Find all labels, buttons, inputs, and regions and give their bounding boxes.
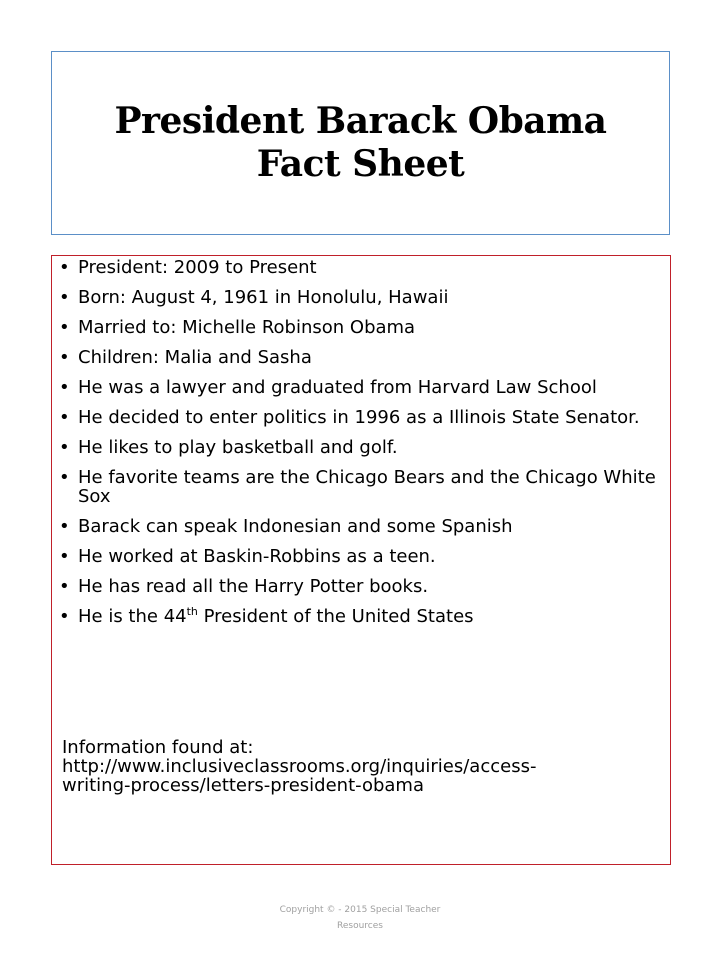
fact-text: President: 2009 to Present	[78, 257, 317, 278]
fact-item	[52, 438, 670, 457]
title-box	[51, 51, 670, 235]
source-info	[62, 738, 662, 795]
fact-text: He worked at Baskin-Robbins as a teen.	[78, 546, 436, 567]
fact-item	[52, 288, 670, 307]
fact-item	[52, 547, 670, 566]
source-label: Information found at:	[62, 737, 254, 758]
fact-text-before: He is the 44	[78, 606, 187, 627]
fact-superscript: th	[186, 605, 198, 618]
fact-text: Born: August 4, 1961 in Honolulu, Hawaii	[78, 287, 449, 308]
fact-item	[52, 318, 670, 337]
fact-item	[52, 468, 670, 506]
page-title-line1: President Barack Obama	[114, 100, 607, 142]
bullet-icon: •	[59, 377, 70, 398]
bullet-icon: •	[59, 606, 70, 627]
source-url-line2: writing-process/letters-president-obama	[62, 775, 424, 796]
bullet-icon: •	[59, 347, 70, 368]
bullet-icon: •	[59, 257, 70, 278]
bullet-icon: •	[59, 576, 70, 597]
page-title-line2: Fact Sheet	[256, 143, 465, 185]
fact-item	[52, 258, 670, 277]
bullet-icon: •	[59, 287, 70, 308]
bullet-icon: •	[59, 407, 70, 428]
copyright-line1: Copyright © - 2015 Special Teacher	[279, 905, 441, 915]
facts-list	[52, 258, 670, 637]
fact-item	[52, 577, 670, 596]
fact-text: He favorite teams are the Chicago Bears and the Chicago White Sox	[78, 467, 656, 507]
fact-text: He was a lawyer and graduated from Harvard Law School	[78, 377, 597, 398]
bullet-icon: •	[59, 437, 70, 458]
fact-item	[52, 378, 670, 397]
fact-item	[52, 408, 670, 427]
fact-text: Married to: Michelle Robinson Obama	[78, 317, 416, 338]
bullet-icon: •	[59, 546, 70, 567]
fact-text-after: President of the United States	[197, 606, 474, 627]
bullet-icon: •	[59, 467, 70, 488]
fact-text: He likes to play basketball and golf.	[78, 437, 398, 458]
bullet-icon: •	[59, 516, 70, 537]
fact-text: He decided to enter politics in 1996 as a Illinois State Senator.	[78, 407, 640, 428]
fact-text: Children: Malia and Sasha	[78, 347, 312, 368]
source-url-line1: http://www.inclusiveclassrooms.org/inquiries/access-	[62, 756, 537, 777]
fact-text: Barack can speak Indonesian and some Spanish	[78, 516, 513, 537]
fact-item	[52, 607, 670, 626]
copyright-notice	[260, 902, 460, 934]
fact-item	[52, 517, 670, 536]
fact-text: He has read all the Harry Potter books.	[78, 576, 429, 597]
bullet-icon: •	[59, 317, 70, 338]
fact-item	[52, 348, 670, 367]
copyright-line2: Resources	[337, 921, 383, 931]
facts-box	[51, 255, 671, 865]
